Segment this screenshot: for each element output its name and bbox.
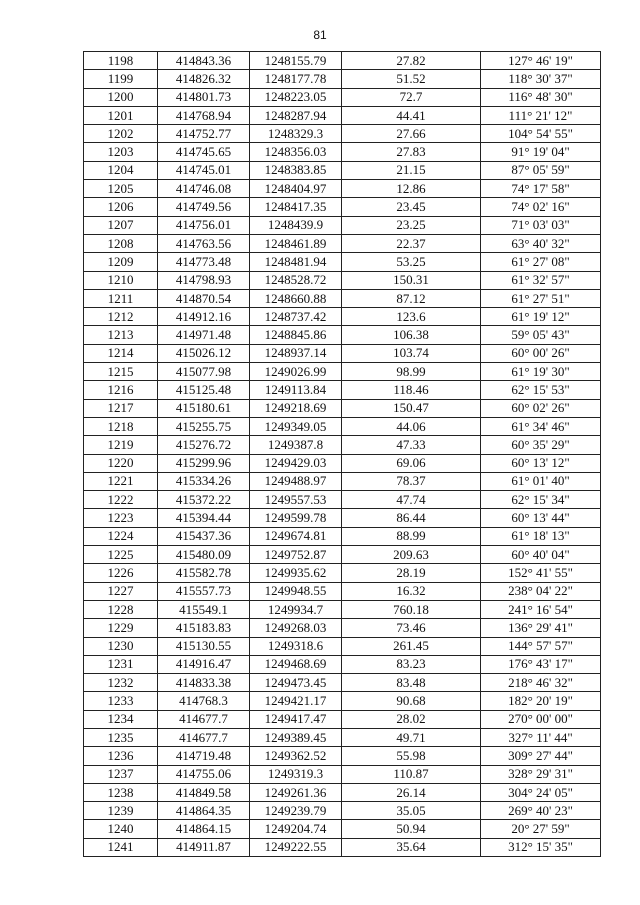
point-number-cell: 1236 <box>84 747 158 765</box>
distance-cell: 35.05 <box>342 802 481 820</box>
bearing-cell: 61° 32' 57" <box>481 271 601 289</box>
point-number-cell: 1226 <box>84 564 158 582</box>
bearing-cell: 241° 16' 54" <box>481 600 601 618</box>
table-row <box>84 253 601 271</box>
y-coordinate-cell: 1248845.86 <box>250 326 342 344</box>
table-row <box>84 710 601 728</box>
table-row <box>84 198 601 216</box>
x-coordinate-cell: 414763.56 <box>158 234 250 252</box>
y-coordinate-cell: 1248481.94 <box>250 253 342 271</box>
y-coordinate-cell: 1249026.99 <box>250 363 342 381</box>
distance-cell: 51.52 <box>342 70 481 88</box>
point-number-cell: 1221 <box>84 472 158 490</box>
y-coordinate-cell: 1248223.05 <box>250 88 342 106</box>
y-coordinate-cell: 1249239.79 <box>250 802 342 820</box>
y-coordinate-cell: 1248404.97 <box>250 180 342 198</box>
table-row <box>84 838 601 856</box>
bearing-cell: 61° 01' 40" <box>481 472 601 490</box>
bearing-cell: 60° 13' 44" <box>481 509 601 527</box>
x-coordinate-cell: 415276.72 <box>158 436 250 454</box>
y-coordinate-cell: 1248937.14 <box>250 344 342 362</box>
bearing-cell: 74° 02' 16" <box>481 198 601 216</box>
distance-cell: 72.7 <box>342 88 481 106</box>
x-coordinate-cell: 414864.15 <box>158 820 250 838</box>
x-coordinate-cell: 414677.7 <box>158 728 250 746</box>
bearing-cell: 20° 27' 59" <box>481 820 601 838</box>
distance-cell: 21.15 <box>342 161 481 179</box>
distance-cell: 47.74 <box>342 491 481 509</box>
y-coordinate-cell: 1249934.7 <box>250 600 342 618</box>
distance-cell: 47.33 <box>342 436 481 454</box>
point-number-cell: 1217 <box>84 399 158 417</box>
distance-cell: 69.06 <box>342 454 481 472</box>
table-row <box>84 381 601 399</box>
distance-cell: 150.31 <box>342 271 481 289</box>
table-row <box>84 52 601 70</box>
x-coordinate-cell: 414746.08 <box>158 180 250 198</box>
distance-cell: 23.25 <box>342 216 481 234</box>
table-row <box>84 436 601 454</box>
x-coordinate-cell: 415077.98 <box>158 363 250 381</box>
y-coordinate-cell: 1249349.05 <box>250 417 342 435</box>
x-coordinate-cell: 414801.73 <box>158 88 250 106</box>
distance-cell: 26.14 <box>342 783 481 801</box>
bearing-cell: 61° 34' 46" <box>481 417 601 435</box>
bearing-cell: 63° 40' 32" <box>481 234 601 252</box>
distance-cell: 118.46 <box>342 381 481 399</box>
point-number-cell: 1240 <box>84 820 158 838</box>
table-row <box>84 308 601 326</box>
table-row <box>84 363 601 381</box>
table-row <box>84 106 601 124</box>
distance-cell: 760.18 <box>342 600 481 618</box>
table-row <box>84 820 601 838</box>
table-row <box>84 417 601 435</box>
bearing-cell: 60° 13' 12" <box>481 454 601 472</box>
x-coordinate-cell: 414768.94 <box>158 106 250 124</box>
table-row <box>84 509 601 527</box>
x-coordinate-cell: 414719.48 <box>158 747 250 765</box>
y-coordinate-cell: 1248528.72 <box>250 271 342 289</box>
point-number-cell: 1220 <box>84 454 158 472</box>
table-row <box>84 728 601 746</box>
table-row <box>84 125 601 143</box>
distance-cell: 123.6 <box>342 308 481 326</box>
point-number-cell: 1224 <box>84 527 158 545</box>
table-row <box>84 783 601 801</box>
bearing-cell: 60° 00' 26" <box>481 344 601 362</box>
coordinates-table-body <box>84 52 601 857</box>
point-number-cell: 1202 <box>84 125 158 143</box>
x-coordinate-cell: 414912.16 <box>158 308 250 326</box>
distance-cell: 209.63 <box>342 546 481 564</box>
x-coordinate-cell: 415437.36 <box>158 527 250 545</box>
bearing-cell: 61° 18' 13" <box>481 527 601 545</box>
distance-cell: 83.48 <box>342 674 481 692</box>
point-number-cell: 1230 <box>84 637 158 655</box>
point-number-cell: 1209 <box>84 253 158 271</box>
table-row <box>84 88 601 106</box>
point-number-cell: 1227 <box>84 582 158 600</box>
x-coordinate-cell: 414916.47 <box>158 655 250 673</box>
table-row <box>84 692 601 710</box>
table-row <box>84 289 601 307</box>
distance-cell: 27.82 <box>342 52 481 70</box>
x-coordinate-cell: 415372.22 <box>158 491 250 509</box>
y-coordinate-cell: 1249389.45 <box>250 728 342 746</box>
y-coordinate-cell: 1249935.62 <box>250 564 342 582</box>
table-row <box>84 655 601 673</box>
distance-cell: 110.87 <box>342 765 481 783</box>
bearing-cell: 218° 46' 32" <box>481 674 601 692</box>
point-number-cell: 1233 <box>84 692 158 710</box>
distance-cell: 22.37 <box>342 234 481 252</box>
distance-cell: 50.94 <box>342 820 481 838</box>
x-coordinate-cell: 414911.87 <box>158 838 250 856</box>
table-row <box>84 637 601 655</box>
bearing-cell: 304° 24' 05" <box>481 783 601 801</box>
point-number-cell: 1229 <box>84 619 158 637</box>
point-number-cell: 1212 <box>84 308 158 326</box>
table-row <box>84 765 601 783</box>
y-coordinate-cell: 1248177.78 <box>250 70 342 88</box>
table-row <box>84 546 601 564</box>
x-coordinate-cell: 414768.3 <box>158 692 250 710</box>
point-number-cell: 1239 <box>84 802 158 820</box>
bearing-cell: 328° 29' 31" <box>481 765 601 783</box>
table-row <box>84 454 601 472</box>
bearing-cell: 61° 19' 12" <box>481 308 601 326</box>
bearing-cell: 327° 11' 44" <box>481 728 601 746</box>
bearing-cell: 61° 19' 30" <box>481 363 601 381</box>
y-coordinate-cell: 1249319.3 <box>250 765 342 783</box>
y-coordinate-cell: 1248439.9 <box>250 216 342 234</box>
y-coordinate-cell: 1248155.79 <box>250 52 342 70</box>
point-number-cell: 1214 <box>84 344 158 362</box>
point-number-cell: 1223 <box>84 509 158 527</box>
bearing-cell: 60° 02' 26" <box>481 399 601 417</box>
bearing-cell: 59° 05' 43" <box>481 326 601 344</box>
x-coordinate-cell: 414745.65 <box>158 143 250 161</box>
bearing-cell: 61° 27' 08" <box>481 253 601 271</box>
table-row <box>84 564 601 582</box>
x-coordinate-cell: 414826.32 <box>158 70 250 88</box>
y-coordinate-cell: 1249429.03 <box>250 454 342 472</box>
distance-cell: 28.19 <box>342 564 481 582</box>
point-number-cell: 1232 <box>84 674 158 692</box>
table-row <box>84 399 601 417</box>
x-coordinate-cell: 414849.58 <box>158 783 250 801</box>
table-row <box>84 344 601 362</box>
distance-cell: 98.99 <box>342 363 481 381</box>
point-number-cell: 1228 <box>84 600 158 618</box>
y-coordinate-cell: 1249752.87 <box>250 546 342 564</box>
bearing-cell: 176° 43' 17" <box>481 655 601 673</box>
bearing-cell: 111° 21' 12" <box>481 106 601 124</box>
point-number-cell: 1204 <box>84 161 158 179</box>
y-coordinate-cell: 1249268.03 <box>250 619 342 637</box>
y-coordinate-cell: 1248356.03 <box>250 143 342 161</box>
bearing-cell: 182° 20' 19" <box>481 692 601 710</box>
point-number-cell: 1235 <box>84 728 158 746</box>
distance-cell: 78.37 <box>342 472 481 490</box>
distance-cell: 73.46 <box>342 619 481 637</box>
distance-cell: 103.74 <box>342 344 481 362</box>
point-number-cell: 1216 <box>84 381 158 399</box>
x-coordinate-cell: 414677.7 <box>158 710 250 728</box>
distance-cell: 27.66 <box>342 125 481 143</box>
distance-cell: 55.98 <box>342 747 481 765</box>
x-coordinate-cell: 415180.61 <box>158 399 250 417</box>
distance-cell: 27.83 <box>342 143 481 161</box>
bearing-cell: 62° 15' 53" <box>481 381 601 399</box>
y-coordinate-cell: 1249421.17 <box>250 692 342 710</box>
table-row <box>84 70 601 88</box>
point-number-cell: 1205 <box>84 180 158 198</box>
distance-cell: 44.41 <box>342 106 481 124</box>
x-coordinate-cell: 414870.54 <box>158 289 250 307</box>
table-row <box>84 491 601 509</box>
point-number-cell: 1237 <box>84 765 158 783</box>
x-coordinate-cell: 414864.35 <box>158 802 250 820</box>
table-row <box>84 180 601 198</box>
x-coordinate-cell: 414843.36 <box>158 52 250 70</box>
point-number-cell: 1222 <box>84 491 158 509</box>
point-number-cell: 1208 <box>84 234 158 252</box>
y-coordinate-cell: 1248660.88 <box>250 289 342 307</box>
x-coordinate-cell: 415582.78 <box>158 564 250 582</box>
x-coordinate-cell: 414971.48 <box>158 326 250 344</box>
distance-cell: 12.86 <box>342 180 481 198</box>
bearing-cell: 87° 05' 59" <box>481 161 601 179</box>
y-coordinate-cell: 1249387.8 <box>250 436 342 454</box>
bearing-cell: 127° 46' 19" <box>481 52 601 70</box>
y-coordinate-cell: 1249204.74 <box>250 820 342 838</box>
bearing-cell: 74° 17' 58" <box>481 180 601 198</box>
x-coordinate-cell: 414752.77 <box>158 125 250 143</box>
point-number-cell: 1238 <box>84 783 158 801</box>
distance-cell: 49.71 <box>342 728 481 746</box>
table-row <box>84 747 601 765</box>
bearing-cell: 60° 40' 04" <box>481 546 601 564</box>
point-number-cell: 1234 <box>84 710 158 728</box>
table-row <box>84 234 601 252</box>
point-number-cell: 1241 <box>84 838 158 856</box>
x-coordinate-cell: 415394.44 <box>158 509 250 527</box>
x-coordinate-cell: 415549.1 <box>158 600 250 618</box>
table-row <box>84 326 601 344</box>
point-number-cell: 1215 <box>84 363 158 381</box>
bearing-cell: 152° 41' 55" <box>481 564 601 582</box>
distance-cell: 23.45 <box>342 198 481 216</box>
point-number-cell: 1210 <box>84 271 158 289</box>
point-number-cell: 1225 <box>84 546 158 564</box>
table-row <box>84 216 601 234</box>
bearing-cell: 238° 04' 22" <box>481 582 601 600</box>
y-coordinate-cell: 1249468.69 <box>250 655 342 673</box>
x-coordinate-cell: 414749.56 <box>158 198 250 216</box>
bearing-cell: 61° 27' 51" <box>481 289 601 307</box>
y-coordinate-cell: 1249218.69 <box>250 399 342 417</box>
distance-cell: 150.47 <box>342 399 481 417</box>
bearing-cell: 62° 15' 34" <box>481 491 601 509</box>
point-number-cell: 1231 <box>84 655 158 673</box>
coordinates-table <box>83 51 601 857</box>
x-coordinate-cell: 414773.48 <box>158 253 250 271</box>
table-row <box>84 600 601 618</box>
y-coordinate-cell: 1249362.52 <box>250 747 342 765</box>
x-coordinate-cell: 415026.12 <box>158 344 250 362</box>
point-number-cell: 1199 <box>84 70 158 88</box>
table-row <box>84 674 601 692</box>
distance-cell: 90.68 <box>342 692 481 710</box>
x-coordinate-cell: 414745.01 <box>158 161 250 179</box>
y-coordinate-cell: 1248287.94 <box>250 106 342 124</box>
table-row <box>84 161 601 179</box>
distance-cell: 88.99 <box>342 527 481 545</box>
point-number-cell: 1200 <box>84 88 158 106</box>
bearing-cell: 312° 15' 35" <box>481 838 601 856</box>
x-coordinate-cell: 415255.75 <box>158 417 250 435</box>
y-coordinate-cell: 1249222.55 <box>250 838 342 856</box>
x-coordinate-cell: 414798.93 <box>158 271 250 289</box>
point-number-cell: 1213 <box>84 326 158 344</box>
distance-cell: 53.25 <box>342 253 481 271</box>
y-coordinate-cell: 1249261.36 <box>250 783 342 801</box>
bearing-cell: 71° 03' 03" <box>481 216 601 234</box>
point-number-cell: 1219 <box>84 436 158 454</box>
bearing-cell: 144° 57' 57" <box>481 637 601 655</box>
distance-cell: 28.02 <box>342 710 481 728</box>
point-number-cell: 1206 <box>84 198 158 216</box>
y-coordinate-cell: 1248329.3 <box>250 125 342 143</box>
bearing-cell: 91° 19' 04" <box>481 143 601 161</box>
distance-cell: 87.12 <box>342 289 481 307</box>
bearing-cell: 60° 35' 29" <box>481 436 601 454</box>
table-row <box>84 582 601 600</box>
distance-cell: 261.45 <box>342 637 481 655</box>
distance-cell: 16.32 <box>342 582 481 600</box>
x-coordinate-cell: 415334.26 <box>158 472 250 490</box>
table-row <box>84 271 601 289</box>
y-coordinate-cell: 1249599.78 <box>250 509 342 527</box>
y-coordinate-cell: 1249557.53 <box>250 491 342 509</box>
bearing-cell: 118° 30' 37" <box>481 70 601 88</box>
y-coordinate-cell: 1248383.85 <box>250 161 342 179</box>
y-coordinate-cell: 1249473.45 <box>250 674 342 692</box>
y-coordinate-cell: 1249948.55 <box>250 582 342 600</box>
page-number: 81 <box>313 28 327 42</box>
point-number-cell: 1198 <box>84 52 158 70</box>
distance-cell: 83.23 <box>342 655 481 673</box>
table-row <box>84 527 601 545</box>
x-coordinate-cell: 415480.09 <box>158 546 250 564</box>
point-number-cell: 1207 <box>84 216 158 234</box>
bearing-cell: 269° 40' 23" <box>481 802 601 820</box>
table-row <box>84 143 601 161</box>
y-coordinate-cell: 1248737.42 <box>250 308 342 326</box>
x-coordinate-cell: 415125.48 <box>158 381 250 399</box>
y-coordinate-cell: 1248417.35 <box>250 198 342 216</box>
y-coordinate-cell: 1249113.84 <box>250 381 342 399</box>
bearing-cell: 116° 48' 30" <box>481 88 601 106</box>
x-coordinate-cell: 415130.55 <box>158 637 250 655</box>
point-number-cell: 1201 <box>84 106 158 124</box>
x-coordinate-cell: 414833.38 <box>158 674 250 692</box>
x-coordinate-cell: 414756.01 <box>158 216 250 234</box>
bearing-cell: 309° 27' 44" <box>481 747 601 765</box>
y-coordinate-cell: 1248461.89 <box>250 234 342 252</box>
y-coordinate-cell: 1249417.47 <box>250 710 342 728</box>
x-coordinate-cell: 415299.96 <box>158 454 250 472</box>
x-coordinate-cell: 415183.83 <box>158 619 250 637</box>
distance-cell: 44.06 <box>342 417 481 435</box>
x-coordinate-cell: 414755.06 <box>158 765 250 783</box>
table-row <box>84 619 601 637</box>
distance-cell: 106.38 <box>342 326 481 344</box>
y-coordinate-cell: 1249488.97 <box>250 472 342 490</box>
point-number-cell: 1211 <box>84 289 158 307</box>
y-coordinate-cell: 1249318.6 <box>250 637 342 655</box>
x-coordinate-cell: 415557.73 <box>158 582 250 600</box>
distance-cell: 35.64 <box>342 838 481 856</box>
bearing-cell: 104° 54' 55" <box>481 125 601 143</box>
bearing-cell: 270° 00' 00" <box>481 710 601 728</box>
table-row <box>84 802 601 820</box>
bearing-cell: 136° 29' 41" <box>481 619 601 637</box>
distance-cell: 86.44 <box>342 509 481 527</box>
point-number-cell: 1218 <box>84 417 158 435</box>
table-row <box>84 472 601 490</box>
point-number-cell: 1203 <box>84 143 158 161</box>
y-coordinate-cell: 1249674.81 <box>250 527 342 545</box>
